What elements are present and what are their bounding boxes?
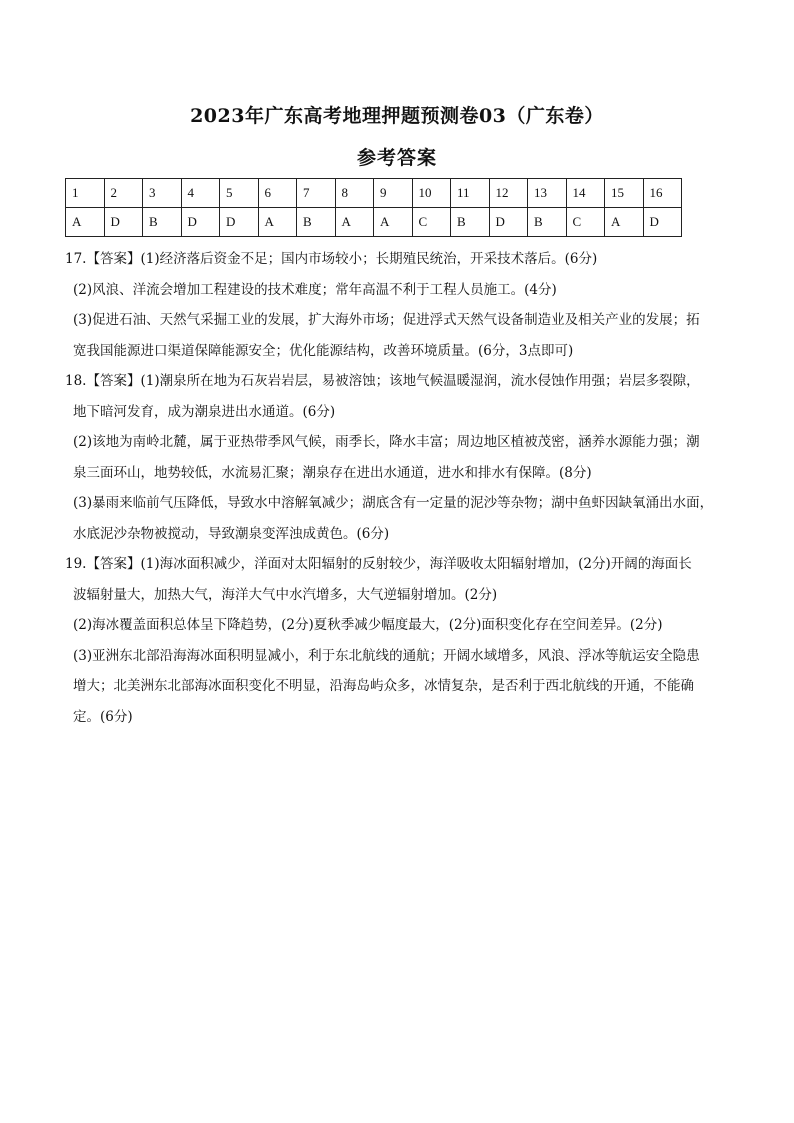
answer-line: 波辐射量大，加热大气，海洋大气中水汽增多，大气逆辐射增加。(2分) — [73, 586, 498, 603]
table-cell: 12 — [489, 179, 528, 208]
answer-body — [65, 244, 719, 732]
table-cell: A — [374, 208, 413, 237]
table-cell: D — [181, 208, 220, 237]
table-cell: 2 — [104, 179, 143, 208]
table-cell: A — [66, 208, 105, 237]
table-cell: B — [297, 208, 336, 237]
answer-table — [65, 178, 682, 237]
answer-line: 19.【答案】(1)海冰面积减少，洋面对太阳辐射的反射较少，海洋吸收太阳辐射增加，(2分)开阔的海面长 — [65, 556, 692, 572]
table-cell: 13 — [528, 179, 567, 208]
table-cell: 11 — [451, 179, 490, 208]
table-cell: 5 — [220, 179, 259, 208]
table-cell: A — [335, 208, 374, 237]
table-cell: 1 — [66, 179, 105, 208]
table-cell: 10 — [412, 179, 451, 208]
table-cell: 15 — [605, 179, 644, 208]
table-cell: 8 — [335, 179, 374, 208]
table-cell: B — [143, 208, 182, 237]
table-cell: D — [643, 208, 682, 237]
table-cell: D — [220, 208, 259, 237]
answer-line: 17.【答案】(1)经济落后资金不足；国内市场较小；长期殖民统治，开采技术落后。(6分) — [65, 251, 598, 267]
table-cell: C — [566, 208, 605, 237]
table-cell: C — [412, 208, 451, 237]
page-subtitle: 参考答案 — [356, 147, 437, 169]
table-cell: 16 — [643, 179, 682, 208]
answer-line: (3)暴雨来临前气压降低，导致水中溶解氧减少；湖底含有一定量的泥沙等杂物；湖中鱼虾因缺氧涌出水面， — [73, 495, 714, 511]
answer-line: (2)该地为南岭北麓，属于亚热带季风气候，雨季长，降水丰富；周边地区植被茂密，涵养水源能力强；潮 — [73, 434, 700, 450]
table-cell: 6 — [258, 179, 297, 208]
answer-line: 泉三面环山，地势较低，水流易汇聚；潮泉存在进出水通道，进水和排水有保障。(8分) — [73, 464, 592, 481]
table-cell: D — [489, 208, 528, 237]
table-row-numbers — [66, 179, 682, 208]
answer-line: (2)海冰覆盖面积总体呈下降趋势，(2分)夏秋季减少幅度最大，(2分)面积变化存在空间差异。(2分) — [73, 617, 663, 633]
table-cell: B — [451, 208, 490, 237]
answer-line: 宽我国能源进口渠道保障能源安全；优化能源结构，改善环境质量。(6分，3点即可) — [73, 342, 574, 359]
table-cell: 7 — [297, 179, 336, 208]
answer-line: 定。(6分) — [73, 708, 133, 725]
table-cell: D — [104, 208, 143, 237]
answer-line: (3)促进石油、天然气采掘工业的发展，扩大海外市场；促进浮式天然气设备制造业及相关产业的发展；拓 — [73, 312, 700, 328]
answer-line: (2)风浪、洋流会增加工程建设的技术难度；常年高温不利于工程人员施工。(4分) — [73, 281, 557, 298]
answer-line: (3)亚洲东北部沿海海冰面积明显减小，利于东北航线的通航；开阔水域增多，风浪、浮冰等航运安全隐患 — [73, 647, 700, 664]
answer-line: 18.【答案】(1)潮泉所在地为石灰岩岩层，易被溶蚀；该地气候温暖湿润，流水侵蚀作用强；岩层多裂隙， — [65, 373, 700, 389]
table-cell: 9 — [374, 179, 413, 208]
table-cell: 4 — [181, 179, 220, 208]
table-row-answers — [66, 208, 682, 237]
table-cell: 14 — [566, 179, 605, 208]
table-cell: 3 — [143, 179, 182, 208]
page-title: 2023年广东高考地理押题预测卷03（广东卷） — [190, 105, 604, 127]
table-cell: A — [605, 208, 644, 237]
answer-line: 增大；北美洲东北部海冰面积变化不明显，沿海岛屿众多，冰情复杂，是否利于西北航线的开通，不能确 — [73, 678, 694, 694]
table-cell: A — [258, 208, 297, 237]
table-cell: B — [528, 208, 567, 237]
answer-line: 地下暗河发育，成为潮泉进出水通道。(6分) — [73, 403, 336, 420]
answer-line: 水底泥沙杂物被搅动，导致潮泉变浑浊成黄色。(6分) — [73, 525, 390, 542]
